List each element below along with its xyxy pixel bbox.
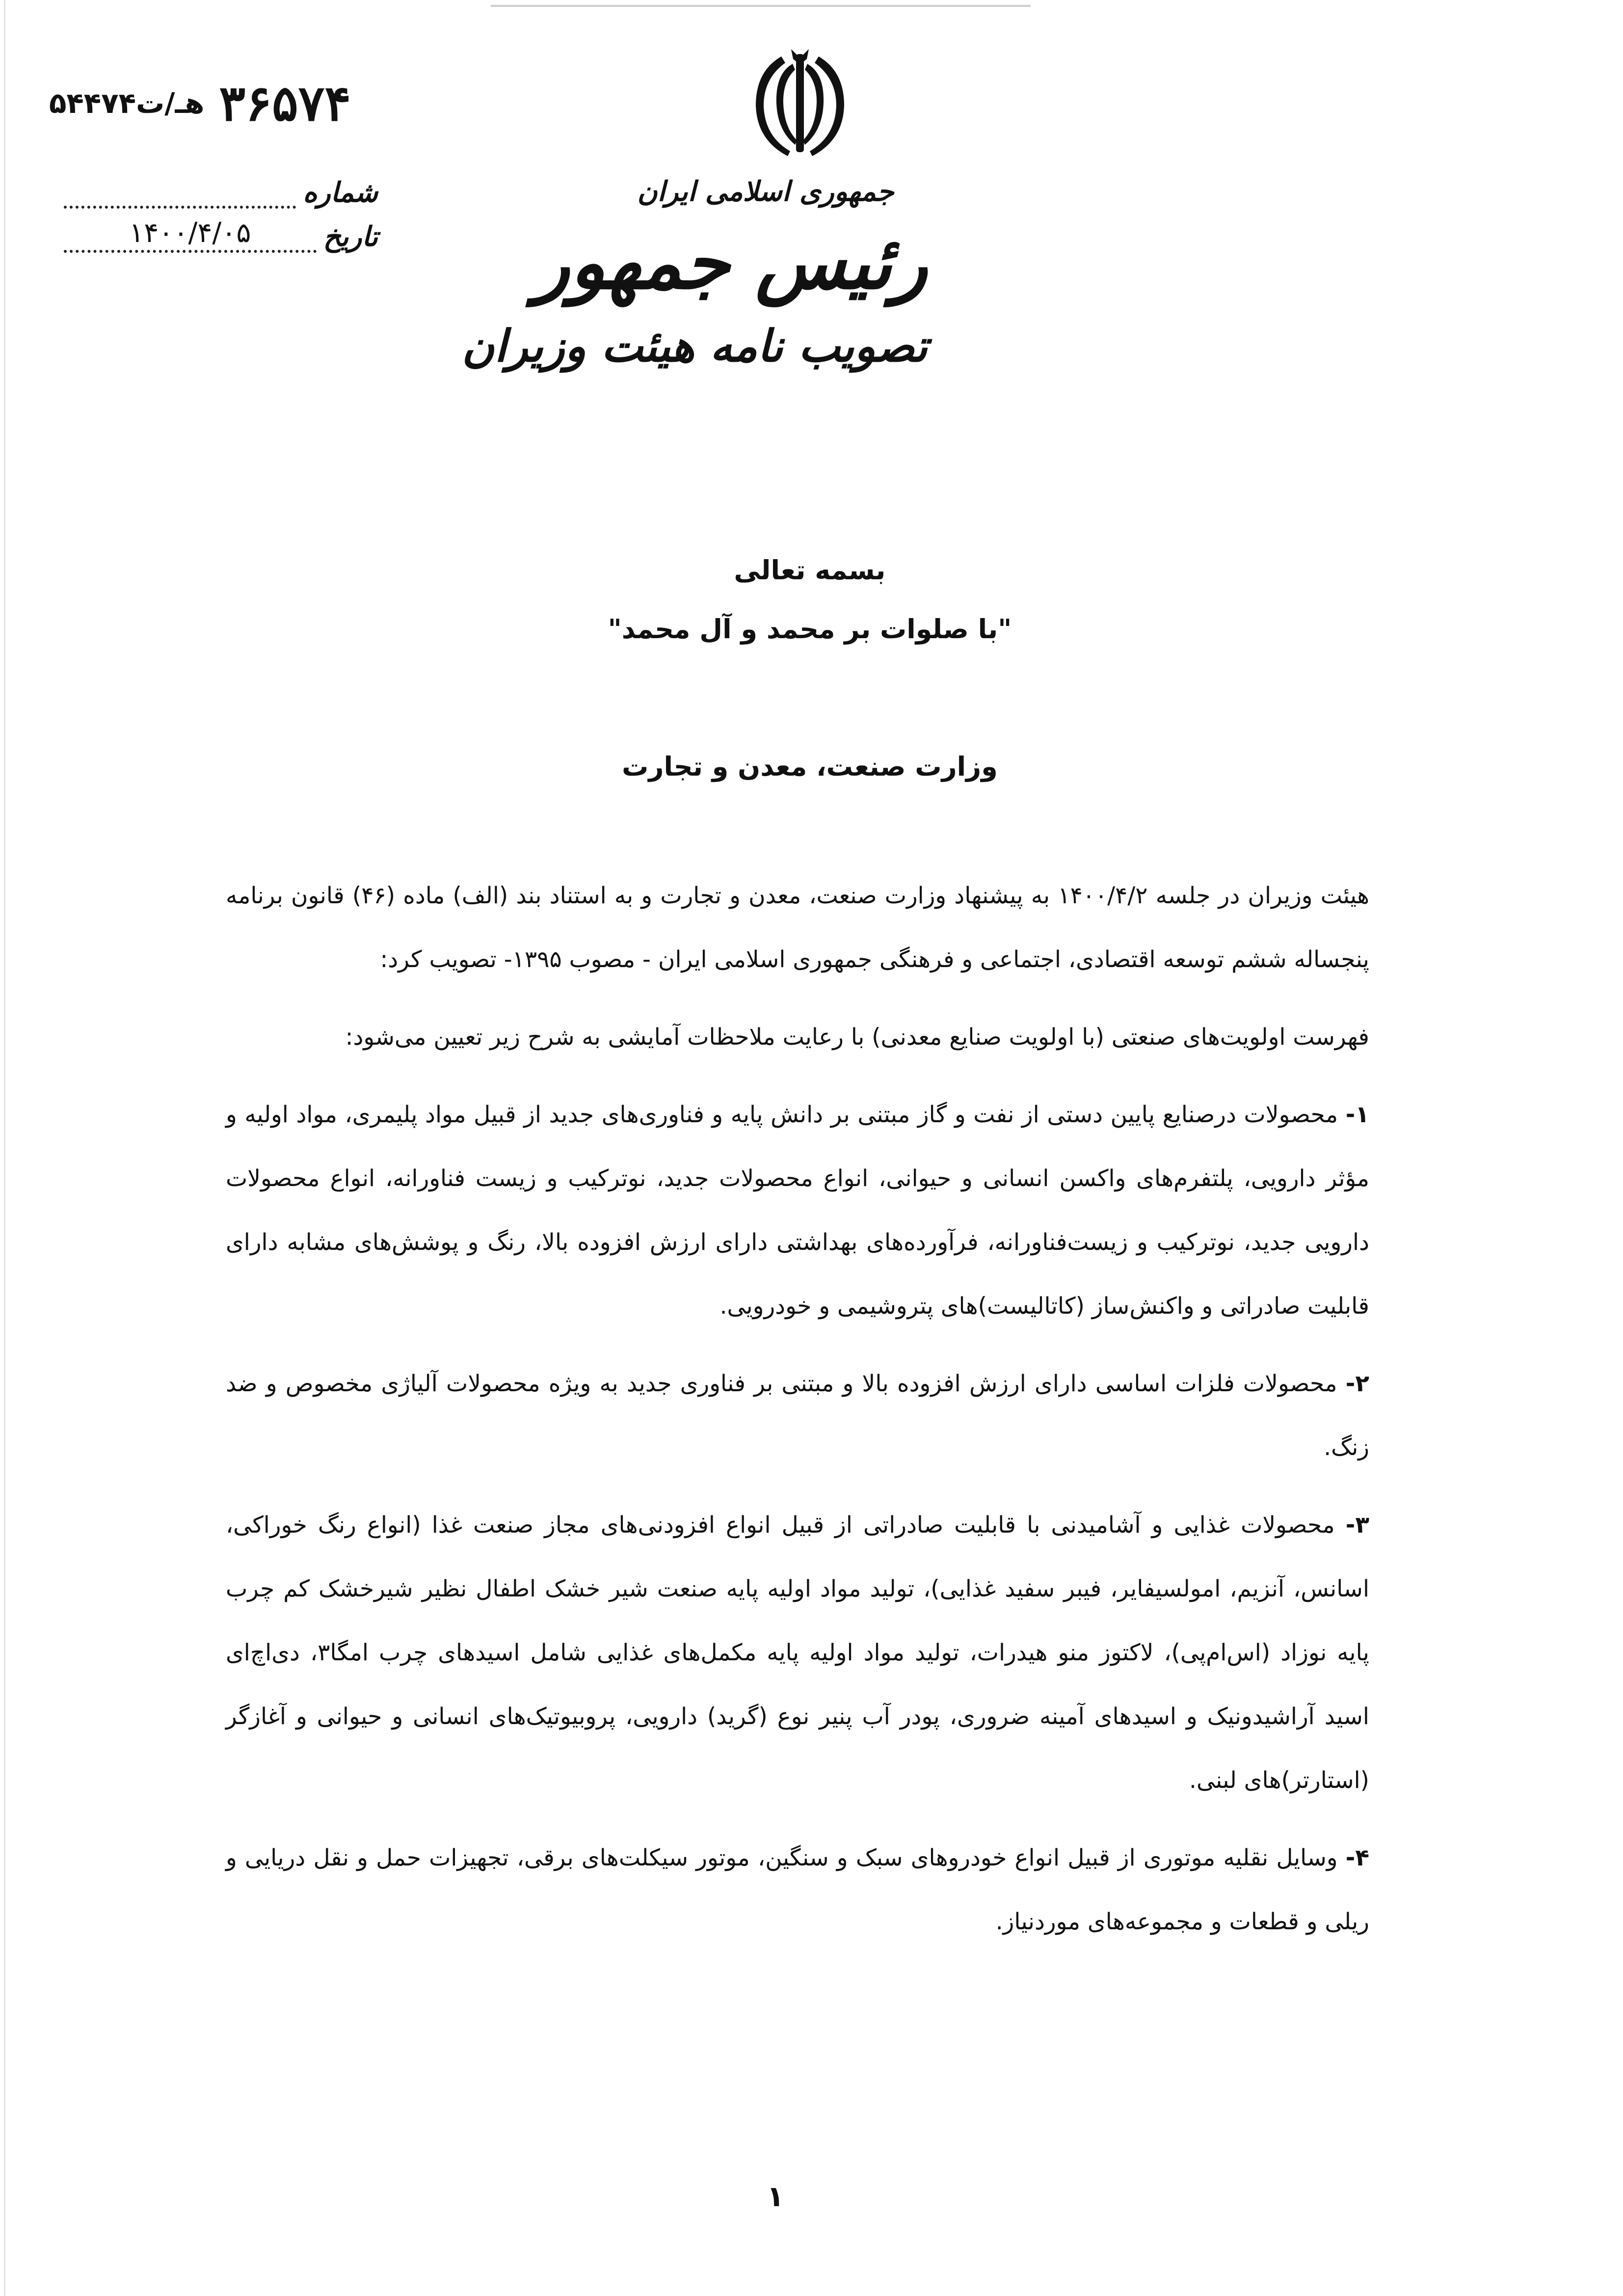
reference-number: ۳۶۵۷۴ bbox=[219, 74, 351, 132]
item-number: ۴- bbox=[1345, 1844, 1369, 1871]
salavat-heading: "با صلوات بر محمد و آل محمد" bbox=[608, 614, 1012, 645]
number-row bbox=[64, 169, 378, 209]
item-number: ۱- bbox=[1345, 1101, 1369, 1128]
date-label: تاریخ bbox=[323, 220, 378, 253]
intro-paragraph: هیئت وزیران در جلسه ۱۴۰۰/۴/۲ به پیشنهاد وزارت صنعت، معدن و تجارت و به استناد بند (الف) ماده (۴۶) قانون برنامه پنجساله ششم توسعه اقتصادی، اجتماعی و فرهنگی جمهوری اسلامی ایران - مصوب ۱۳۹۵- تصویب کرد: bbox=[226, 882, 1369, 973]
list-item bbox=[226, 1352, 1369, 1480]
item-number: ۳- bbox=[1345, 1512, 1369, 1539]
item-text: وسایل نقلیه موتوری از قبیل انواع خودروهای سبک و سنگین، موتور سیکلت‌های برقی، تجهیزات حمل و نقل دریایی و ریلی و قطعات و مجموعه‌های موردنیاز. bbox=[226, 1844, 1369, 1935]
list-item bbox=[226, 1493, 1369, 1812]
page-number: ۱ bbox=[767, 2180, 784, 2213]
addressee-heading: وزارت صنعت، معدن و تجارت bbox=[622, 751, 998, 782]
country-name: جمهوری اسلامی ایران bbox=[637, 175, 894, 208]
left-scan-edge bbox=[4, 0, 5, 2296]
number-label: شماره bbox=[303, 176, 378, 209]
item-text: محصولات غذایی و آشامیدنی با قابلیت صادراتی از قبیل انواع افزودنی‌های مجاز صنعت غذا (انواع رنگ خوراکی، اسانس، آنزیم، امولسیفایر، فیبر سفید غذایی)، تولید مواد اولیه پایه صنعت شیر خشک اطفال نظیر شیرخشک کم چرب پایه نوزاد (اس‌ام‌پی)، لاکتوز منو هیدرات، تولید مواد اولیه پایه مکمل‌های غذایی شامل اسیدهای چرب امگا۳، دی‌اچ‌ای اسید آراشیدونیک و اسیدهای آمینه ضروری، پودر آب پنیر نوع (گرید) دارویی، پروبیوتیک‌های انسانی و حیوانی و آغازگر (استارتر)های لبنی. bbox=[226, 1512, 1369, 1794]
date-row bbox=[64, 214, 378, 253]
reference-block bbox=[49, 74, 402, 270]
letterhead-heading bbox=[462, 169, 928, 380]
item-number: ۲- bbox=[1345, 1370, 1369, 1397]
lead-paragraph: فهرست اولویت‌های صنعتی (با اولویت صنایع معدنی) با رعایت ملاحظات آمایشی به شرح زیر تعیین می‌شود: bbox=[345, 1024, 1369, 1051]
item-text: محصولات درصنایع پایین دستی از نفت و گاز مبتنی بر دانش پایه و فناوری‌های جدید از قبیل مواد پلیمری، مواد اولیه و مؤثر دارویی، پلتفرم‌های واکسن انسانی و حیوانی، انواع محصولات جدید، نوترکیب و زیست فناورانه، انواع محصولات دارویی جدید، نوترکیب و زیست‌فناورانه، فرآورده‌های بهداشتی دارای ارزش افزوده بالا، رنگ و پوشش‌های مشابه دارای قابلیت صادراتی و واکنش‌ساز (کاتالیست)های پتروشیمی و خودرویی. bbox=[226, 1101, 1369, 1320]
top-scan-edge bbox=[491, 5, 1031, 7]
list-item bbox=[226, 1083, 1369, 1338]
document-type: تصویب نامه هیئت وزیران bbox=[462, 320, 928, 372]
office-title: رئیس جمهور bbox=[534, 219, 928, 306]
decree-body bbox=[226, 864, 1369, 1954]
item-text: محصولات فلزات اساسی دارای ارزش افزوده بالا و مبتنی بر فناوری جدید به ویژه محصولات آلیاژی مخصوص و ضد زنگ. bbox=[226, 1370, 1369, 1461]
bismillah-heading: بسمه تعالی bbox=[734, 555, 886, 586]
reference-line bbox=[49, 74, 402, 133]
reference-prefix: ۵۴۴۷۴هـ/ت bbox=[49, 86, 205, 120]
iran-emblem-icon bbox=[746, 44, 854, 162]
number-value-line bbox=[64, 174, 296, 209]
date-value: ۱۴۰۰/۴/۰۵ bbox=[64, 218, 317, 253]
list-item bbox=[226, 1826, 1369, 1954]
